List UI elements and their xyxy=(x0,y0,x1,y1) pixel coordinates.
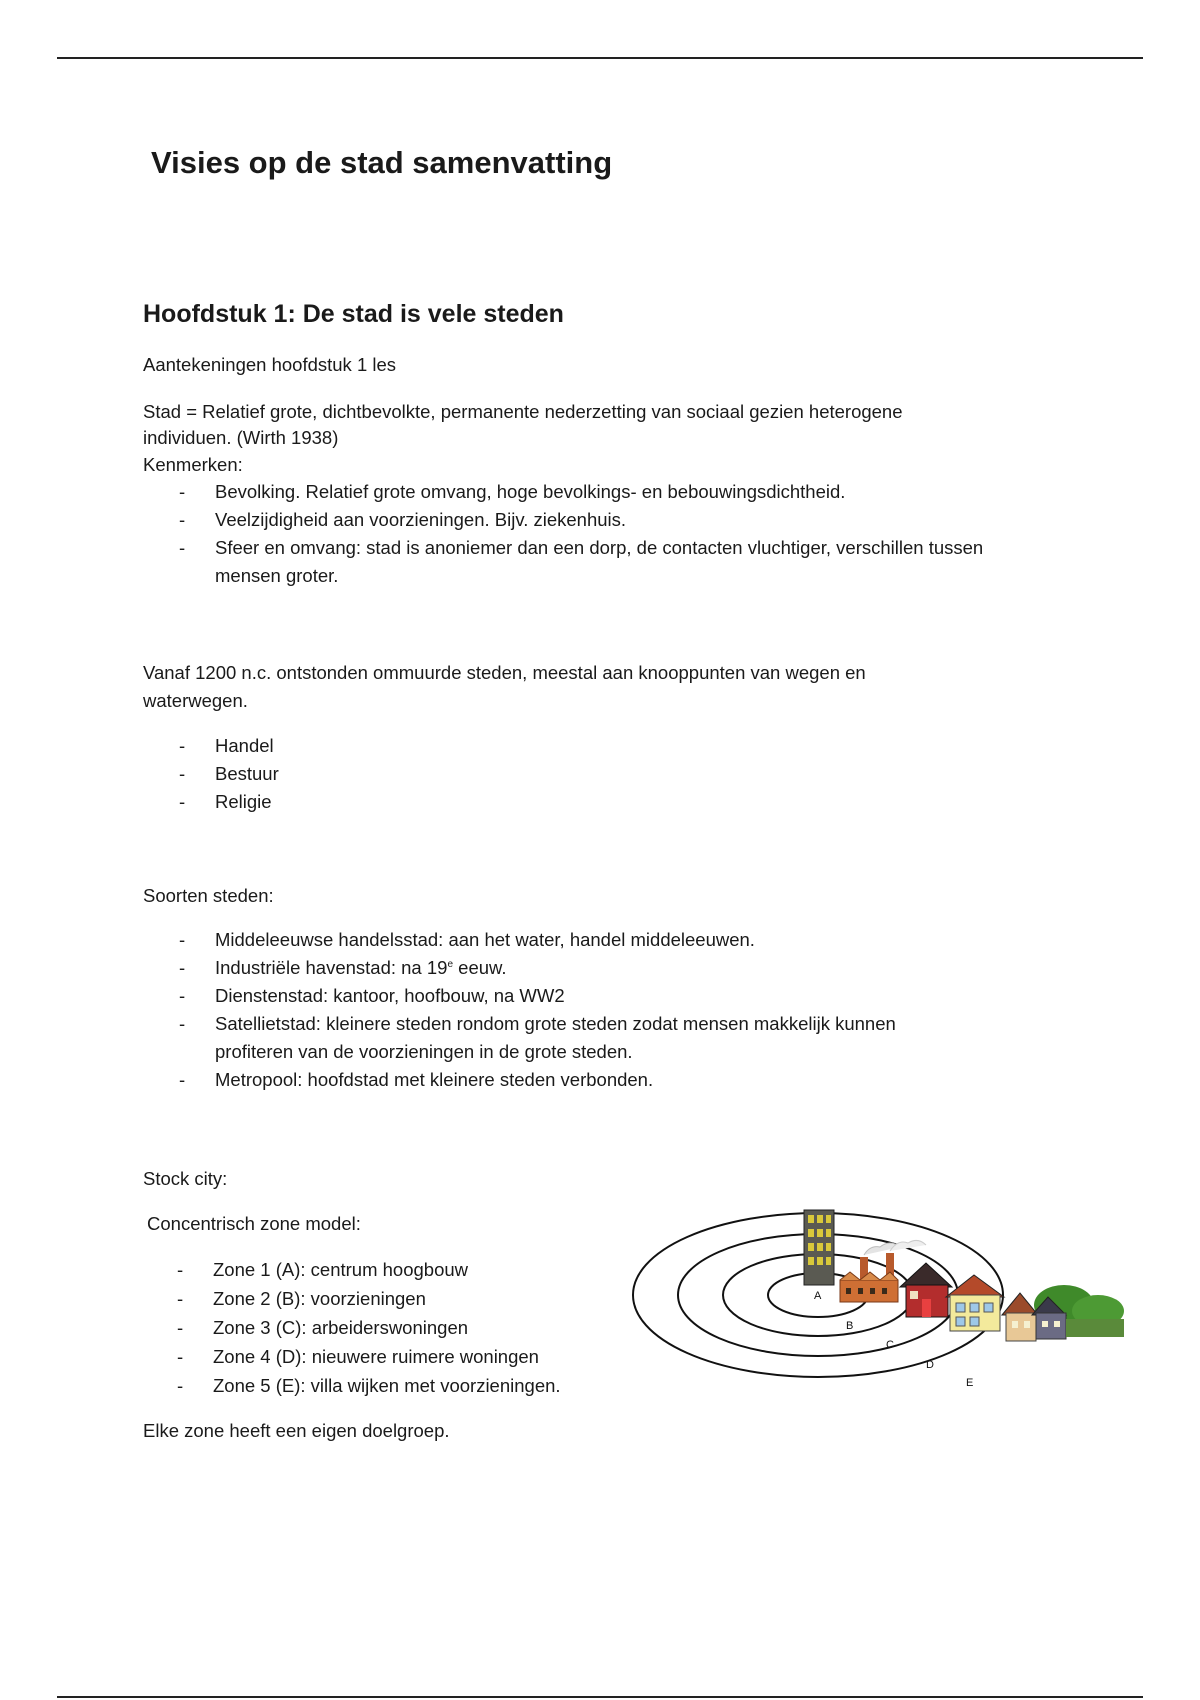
list-item-continuation: mensen groter. xyxy=(215,565,339,586)
list-marker: - xyxy=(179,957,186,978)
list-marker: - xyxy=(177,1346,184,1367)
features-list xyxy=(143,478,983,590)
types-label: Soorten steden: xyxy=(143,885,274,906)
list-item: - Dienstenstad: kantoor, hoofbouw, na WW2 xyxy=(143,982,896,1010)
list-item: - Zone 1 (A): centrum hoogbouw xyxy=(141,1255,561,1284)
list-marker: - xyxy=(179,481,186,502)
list-item: - Middeleeuwse handelsstad: aan het water, handel middeleeuwen. xyxy=(143,926,896,954)
list-marker: - xyxy=(179,929,186,950)
list-marker: - xyxy=(179,985,186,1006)
features-label: Kenmerken: xyxy=(143,454,243,475)
list-item: - Zone 5 (E): villa wijken met voorzieningen. xyxy=(141,1371,561,1400)
list-item: - Industriële havenstad: na 19e eeuw. xyxy=(143,954,896,982)
stock-label: Stock city: xyxy=(143,1168,228,1189)
notes-label: Aantekeningen hoofdstuk 1 les xyxy=(143,354,397,375)
list-marker: - xyxy=(177,1259,184,1280)
list-marker: - xyxy=(179,763,186,784)
zone-label-a: A xyxy=(814,1290,822,1302)
list-item: - Bestuur xyxy=(143,760,279,788)
list-marker: - xyxy=(177,1317,184,1338)
document-title: Visies op de stad samenvatting xyxy=(151,145,613,180)
list-marker: - xyxy=(179,791,186,812)
zone-label-c: C xyxy=(886,1339,894,1351)
list-item: - Satellietstad: kleinere steden rondom grote steden zodat mensen makkelijk kunnen xyxy=(143,1010,896,1038)
history-line-2: waterwegen. xyxy=(143,690,248,711)
tower-building-icon xyxy=(804,1210,834,1285)
bottom-rule xyxy=(57,1696,1143,1698)
list-item: - Metropool: hoofdstad met kleinere steden verbonden. xyxy=(143,1066,896,1094)
concentric-zone-diagram xyxy=(628,1205,1128,1390)
functions-list xyxy=(143,732,279,816)
list-item: - Zone 3 (C): arbeiderswoningen xyxy=(141,1313,561,1342)
history-line-1: Vanaf 1200 n.c. ontstonden ommuurde steden, meestal aan knooppunten van wegen en xyxy=(143,662,866,683)
list-item: - Zone 4 (D): nieuwere ruimere woningen xyxy=(141,1342,561,1371)
worker-house-icon xyxy=(900,1263,952,1317)
list-marker: - xyxy=(179,1013,186,1034)
list-item: - Religie xyxy=(143,788,279,816)
list-marker: - xyxy=(179,537,186,558)
list-item: - Handel xyxy=(143,732,279,760)
definition-line-2: individuen. (Wirth 1938) xyxy=(143,427,339,448)
chapter-heading: Hoofdstuk 1: De stad is vele steden xyxy=(143,300,564,328)
zone-label-d: D xyxy=(926,1359,934,1371)
definition-line-1: Stad = Relatief grote, dichtbevolkte, permanente nederzetting van sociaal gezien heterogene xyxy=(143,401,903,422)
list-item: - Bevolking. Relatief grote omvang, hoge bevolkings- en bebouwingsdichtheid. xyxy=(143,478,983,506)
model-label: Concentrisch zone model: xyxy=(147,1213,361,1234)
list-marker: - xyxy=(177,1375,184,1396)
list-marker: - xyxy=(179,1069,186,1090)
list-marker: - xyxy=(179,735,186,756)
list-item: - Zone 2 (B): voorzieningen xyxy=(141,1284,561,1313)
top-rule xyxy=(57,57,1143,59)
zone-label-b: B xyxy=(846,1320,854,1332)
list-item: - Veelzijdigheid aan voorzieningen. Bijv. ziekenhuis. xyxy=(143,506,983,534)
list-marker: - xyxy=(179,509,186,530)
list-marker: - xyxy=(177,1288,184,1309)
zone-label-e: E xyxy=(966,1377,974,1389)
zones-list xyxy=(141,1255,561,1400)
closing-text: Elke zone heeft een eigen doelgroep. xyxy=(143,1420,450,1441)
list-item-continuation: profiteren van de voorzieningen in de grote steden. xyxy=(215,1041,633,1062)
list-item: - Sfeer en omvang: stad is anoniemer dan een dorp, de contacten vluchtiger, verschillen tussen xyxy=(143,534,983,562)
types-list xyxy=(143,926,896,1094)
villa-icon xyxy=(1002,1285,1124,1341)
